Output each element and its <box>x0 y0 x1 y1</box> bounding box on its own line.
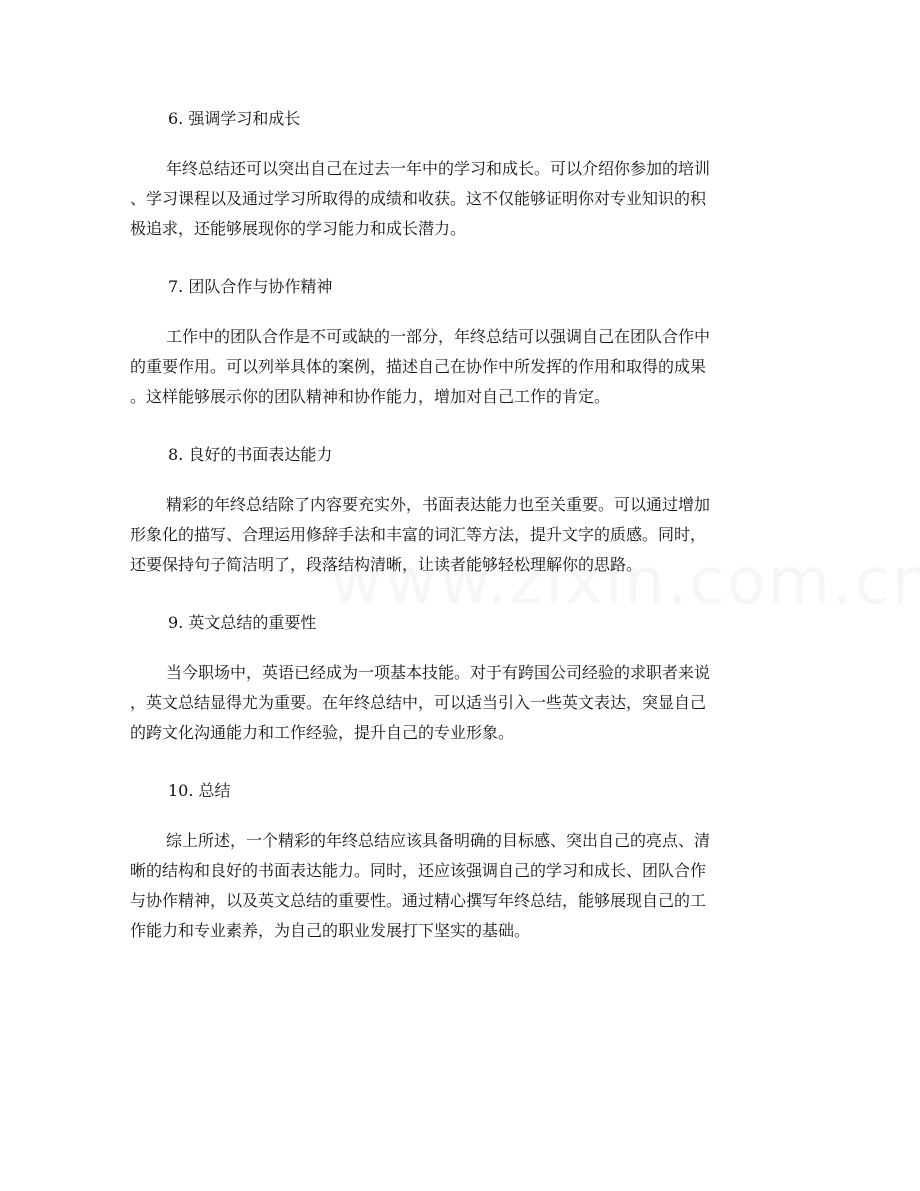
section-heading: 6. 强调学习和成长 <box>168 109 301 128</box>
section-paragraph <box>130 154 794 244</box>
paragraph-line: 还要保持句子简洁明了，段落结构清晰，让读者能够轻松理解你的思路。 <box>130 555 643 574</box>
paragraph-line: 综上所述，一个精彩的年终总结应该具备明确的目标感、突出自己的亮点、清 <box>166 831 711 850</box>
section-paragraph <box>130 826 794 946</box>
paragraph-line: 晰的结构和良好的书面表达能力。同时，还应该强调自己的学习和成长、团队合作 <box>130 861 707 880</box>
paragraph-line: 、学习课程以及通过学习所取得的成绩和收获。这不仅能够证明你对专业知识的积 <box>130 189 707 208</box>
paragraph-line: 工作中的团队合作是不可或缺的一部分，年终总结可以强调自己在团队合作中 <box>166 327 711 346</box>
section-heading: 10. 总结 <box>168 781 231 800</box>
paragraph-line: 的重要作用。可以列举具体的案例，描述自己在协作中所发挥的作用和取得的成果 <box>130 357 707 376</box>
paragraph-line: 当今职场中，英语已经成为一项基本技能。对于有跨国公司经验的求职者来说 <box>166 663 711 682</box>
section-7 <box>130 272 794 412</box>
paragraph-line: 的跨文化沟通能力和工作经验，提升自己的专业形象。 <box>130 723 515 742</box>
paragraph-line: 精彩的年终总结除了内容要充实外，书面表达能力也至关重要。可以通过增加 <box>166 495 711 514</box>
document-body <box>130 104 794 974</box>
section-paragraph <box>130 490 794 580</box>
section-heading: 8. 良好的书面表达能力 <box>168 445 333 464</box>
section-heading: 9. 英文总结的重要性 <box>168 613 317 632</box>
section-heading: 7. 团队合作与协作精神 <box>168 277 333 296</box>
paragraph-line: ，英文总结显得尤为重要。在年终总结中，可以适当引入一些英文表达，突显自己 <box>130 693 707 712</box>
paragraph-line: 年终总结还可以突出自己在过去一年中的学习和成长。可以介绍你参加的培训 <box>166 159 711 178</box>
paragraph-line: 。这样能够展示你的团队精神和协作能力，增加对自己工作的肯定。 <box>130 387 611 406</box>
section-paragraph <box>130 322 794 412</box>
paragraph-line: 作能力和专业素养，为自己的职业发展打下坚实的基础。 <box>130 921 531 940</box>
section-9 <box>130 608 794 748</box>
section-10 <box>130 776 794 946</box>
paragraph-line: 极追求，还能够展现你的学习能力和成长潜力。 <box>130 219 467 238</box>
section-paragraph <box>130 658 794 748</box>
paragraph-line: 与协作精神，以及英文总结的重要性。通过精心撰写年终总结，能够展现自己的工 <box>130 891 707 910</box>
paragraph-line: 形象化的描写、合理运用修辞手法和丰富的词汇等方法，提升文字的质感。同时， <box>130 525 707 544</box>
section-6 <box>130 104 794 244</box>
section-8 <box>130 440 794 580</box>
